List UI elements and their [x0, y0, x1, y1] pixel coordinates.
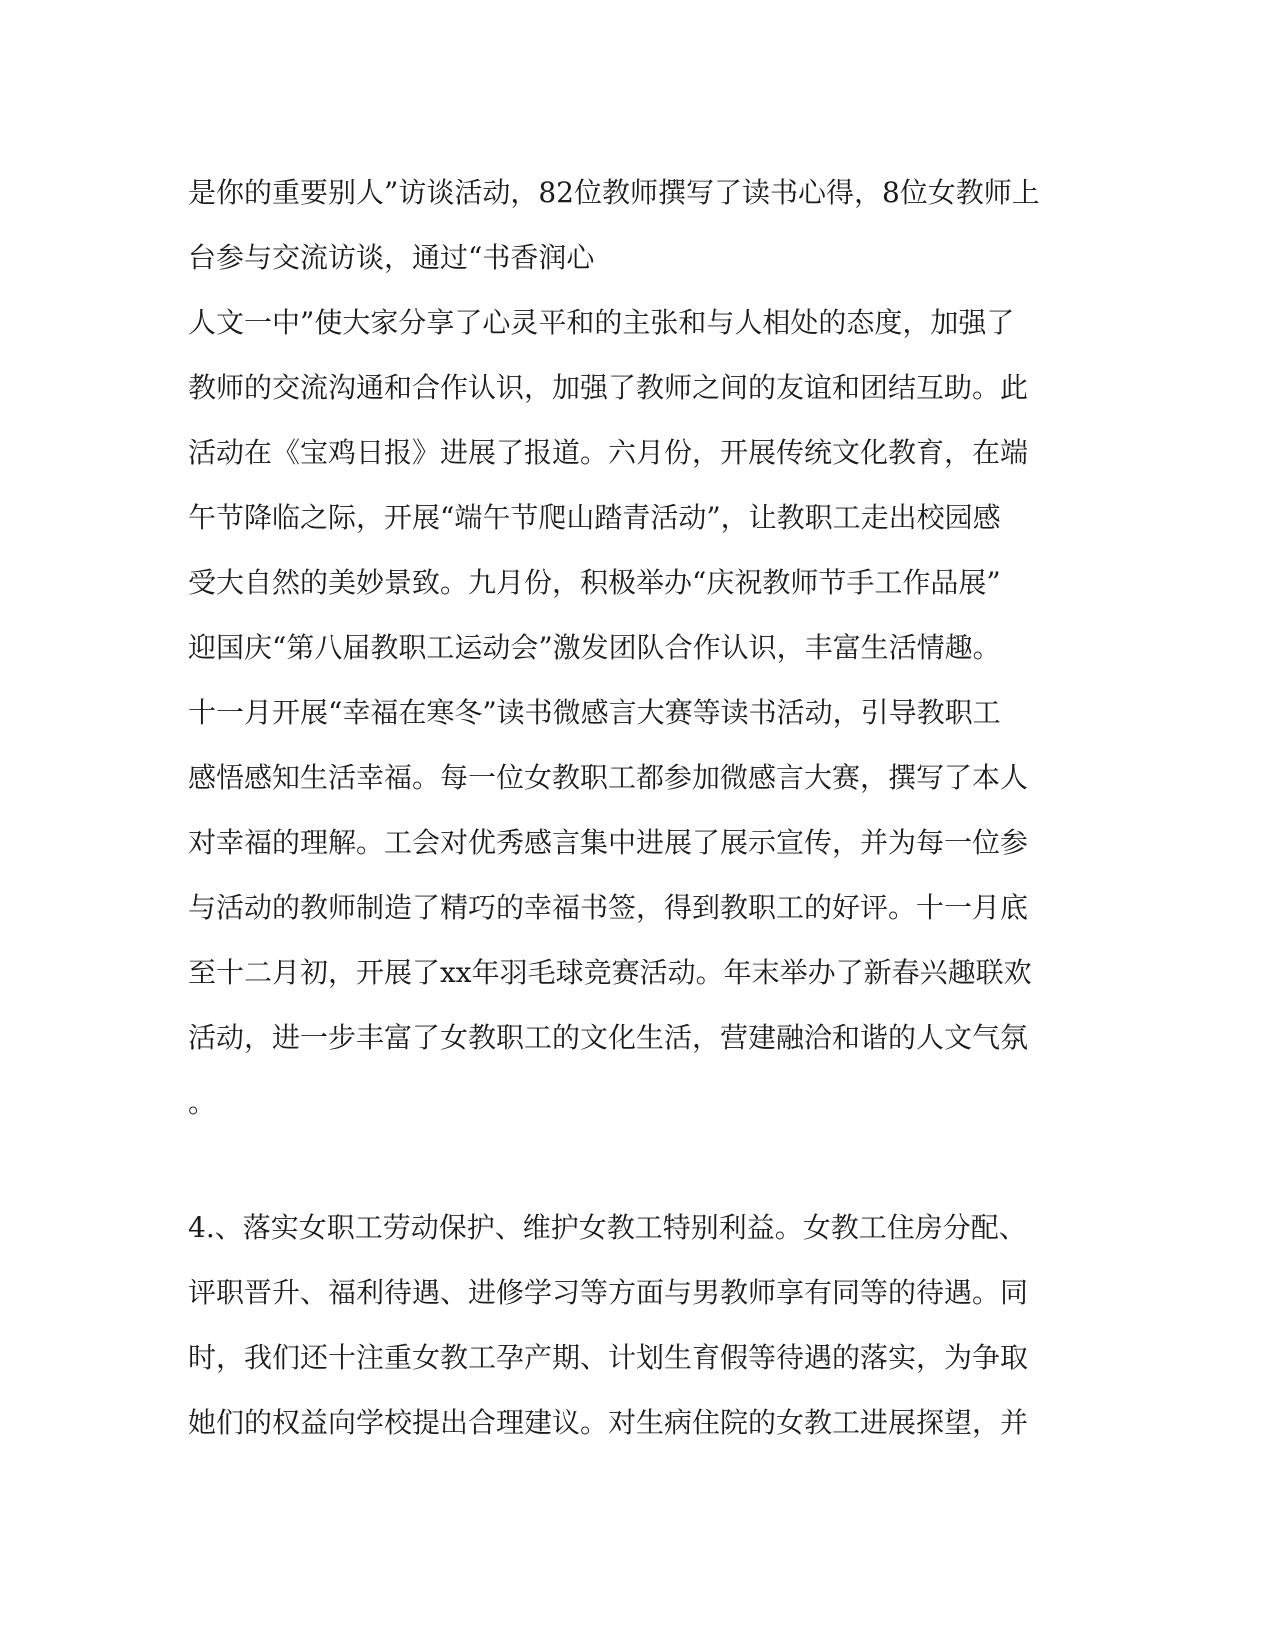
- text-line: 4.、落实女职工劳动保护、维护女教工特别利益。女教工住房分配、: [188, 1211, 1027, 1244]
- text-line: 教师的交流沟通和合作认识，加强了教师之间的友谊和团结互助。此: [188, 371, 1029, 404]
- text-line: 受大自然的美妙景致。九月份，积极举办“庆祝教师节手工作品展”: [188, 566, 1001, 599]
- text-line: 活动在《宝鸡日报》进展了报道。六月份，开展传统文化教育，在端: [188, 436, 1029, 469]
- text-line: 台参与交流访谈，通过“书香润心: [188, 241, 595, 274]
- text-line: 迎国庆“第八届教职工运动会”激发团队合作认识，丰富生活情趣。: [188, 631, 1001, 664]
- text-line: 人文一中”使大家分享了心灵平和的主张和与人相处的态度，加强了: [188, 306, 1015, 339]
- text-line: 至十二月初，开展了xx年羽毛球竞赛活动。年末举办了新春兴趣联欢: [188, 956, 1032, 989]
- text-line: 是你的重要别人”访谈活动，82位教师撰写了读书心得，8位女教师上: [188, 176, 1040, 209]
- text-line: 评职晋升、福利待遇、进修学习等方面与男教师享有同等的待遇。同: [188, 1276, 1029, 1309]
- paragraph-activities: [188, 160, 1088, 1135]
- text-line: 时，我们还十注重女教工孕产期、计划生育假等待遇的落实，为争取: [188, 1341, 1029, 1374]
- text-line: 午节降临之际，开展“端午节爬山踏青活动”，让教职工走出校园感: [188, 501, 1001, 534]
- text-line: 。: [188, 1086, 217, 1119]
- text-line: 活动，进一步丰富了女教职工的文化生活，营建融洽和谐的人文气氛: [188, 1021, 1029, 1054]
- text-line: 感悟感知生活幸福。每一位女教职工都参加微感言大赛，撰写了本人: [188, 761, 1029, 794]
- text-line: 十一月开展“幸福在寒冬”读书微感言大赛等读书活动，引导教职工: [188, 696, 1001, 729]
- text-line: 与活动的教师制造了精巧的幸福书签，得到教职工的好评。十一月底: [188, 891, 1029, 924]
- paragraph-labor-protection: [188, 1195, 1088, 1455]
- text-line: 对幸福的理解。工会对优秀感言集中进展了展示宣传，并为每一位参: [188, 826, 1029, 859]
- text-line: 她们的权益向学校提出合理建议。对生病住院的女教工进展探望，并: [188, 1406, 1029, 1439]
